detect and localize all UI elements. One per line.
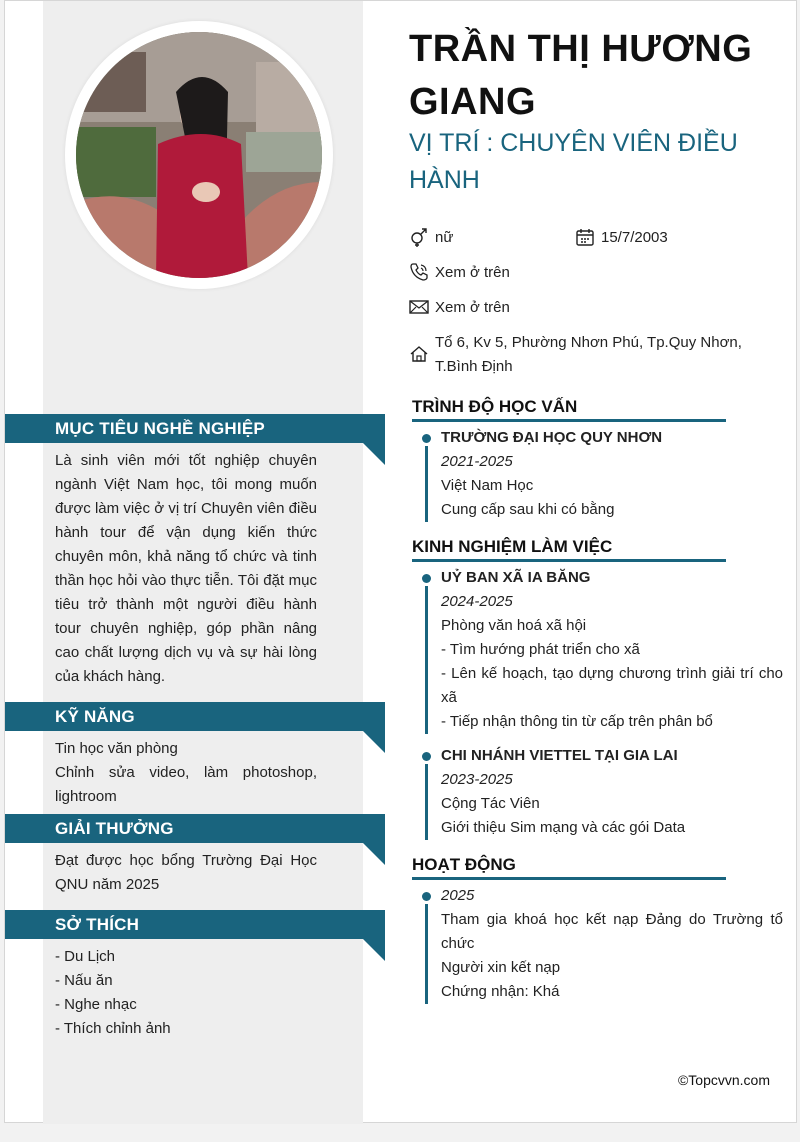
job-period: 2023-2025 bbox=[441, 771, 513, 788]
education-period: 2021-2025 bbox=[441, 453, 513, 470]
skill-item: Tin học văn phòng bbox=[55, 740, 178, 757]
awards-text: Đạt được học bổng Trường Đại Học QNU năm 2025 bbox=[55, 852, 317, 893]
job-org: CHI NHÁNH VIETTEL TẠI GIA LAI bbox=[441, 747, 678, 764]
hobbies-section bbox=[5, 910, 385, 1041]
home-icon bbox=[409, 344, 431, 366]
job-period: 2024-2025 bbox=[441, 593, 513, 610]
job-duty: - Tìm hướng phát triển cho xã bbox=[441, 641, 640, 658]
objective-heading: MỤC TIÊU NGHỀ NGHIỆP bbox=[5, 414, 385, 443]
timeline-bar bbox=[425, 586, 428, 734]
education-heading: TRÌNH ĐỘ HỌC VẤN bbox=[412, 396, 726, 422]
education-timeline bbox=[423, 426, 783, 522]
address-line-2: T.Bình Định bbox=[435, 358, 513, 375]
job-duty: Giới thiệu Sim mạng và các gói Data bbox=[441, 819, 686, 836]
avatar bbox=[76, 32, 322, 278]
skills-ribbon-fold bbox=[363, 731, 385, 753]
address-value bbox=[435, 331, 742, 379]
hobby-item: - Thích chỉnh ảnh bbox=[55, 1020, 171, 1037]
education-entry bbox=[423, 426, 783, 522]
education-note: Cung cấp sau khi có bằng bbox=[441, 501, 615, 518]
gender-icon bbox=[409, 227, 431, 249]
objective-ribbon-fold bbox=[363, 443, 385, 465]
gender-row bbox=[409, 226, 453, 250]
calendar-icon bbox=[575, 227, 597, 249]
candidate-position: VỊ TRÍ : CHUYÊN VIÊN ĐIỀU HÀNH bbox=[409, 129, 738, 194]
activity-entry bbox=[423, 884, 783, 1004]
timeline-bar bbox=[425, 904, 428, 1004]
hobbies-body bbox=[55, 939, 317, 1041]
email-row bbox=[409, 296, 510, 320]
phone-icon bbox=[409, 262, 431, 284]
skill-item: Chỉnh sửa video, làm photoshop, lightroom bbox=[55, 764, 317, 805]
experience-heading: KINH NGHIỆM LÀM VIỆC bbox=[412, 536, 726, 562]
hobby-item: - Du Lịch bbox=[55, 948, 116, 965]
gender-value: nữ bbox=[435, 229, 454, 246]
activity-description: Tham gia khoá học kết nạp Đảng do Trường tổ chức bbox=[441, 911, 783, 952]
activities-heading: HOẠT ĐỘNG bbox=[412, 854, 726, 880]
footer-credit: ©Topcvvn.com bbox=[677, 1072, 770, 1088]
hobbies-ribbon-fold bbox=[363, 939, 385, 961]
experience-entry bbox=[423, 566, 783, 734]
skills-section bbox=[5, 702, 385, 809]
birthdate-row bbox=[575, 226, 668, 250]
awards-ribbon-fold bbox=[363, 843, 385, 865]
education-major: Việt Nam Học bbox=[441, 477, 534, 494]
avatar-frame bbox=[65, 21, 333, 289]
job-org: UỶ BAN XÃ IA BĂNG bbox=[441, 569, 591, 586]
job-role: Cộng Tác Viên bbox=[441, 795, 540, 812]
envelope-icon bbox=[409, 297, 431, 319]
timeline-bar bbox=[425, 446, 428, 522]
experience-timeline bbox=[423, 566, 783, 840]
timeline-dot bbox=[422, 892, 431, 901]
hobbies-heading: SỞ THÍCH bbox=[5, 910, 385, 939]
objective-section bbox=[5, 414, 385, 689]
activities-timeline bbox=[423, 884, 783, 1004]
phone-row bbox=[409, 261, 510, 285]
timeline-bar bbox=[425, 764, 428, 840]
awards-heading: GIẢI THƯỞNG bbox=[5, 814, 385, 843]
hobby-item: - Nghe nhạc bbox=[55, 996, 137, 1013]
timeline-dot bbox=[422, 574, 431, 583]
skills-heading: KỸ NĂNG bbox=[5, 702, 385, 731]
timeline-dot bbox=[422, 434, 431, 443]
address-row bbox=[409, 331, 742, 379]
hobby-item: - Nấu ăn bbox=[55, 972, 113, 989]
portrait-photo bbox=[76, 32, 322, 278]
address-line-1: Tổ 6, Kv 5, Phường Nhơn Phú, Tp.Quy Nhơn, bbox=[435, 334, 742, 351]
activity-certificate: Chứng nhận: Khá bbox=[441, 983, 560, 1000]
skills-body bbox=[55, 731, 317, 809]
birthdate-value: 15/7/2003 bbox=[601, 229, 668, 246]
awards-section bbox=[5, 814, 385, 897]
activity-year: 2025 bbox=[441, 887, 475, 904]
cv-page bbox=[4, 0, 797, 1123]
job-duty: - Tiếp nhận thông tin từ cấp trên phân bổ bbox=[441, 713, 713, 730]
timeline-dot bbox=[422, 752, 431, 761]
experience-entry bbox=[423, 744, 783, 840]
objective-text: Là sinh viên mới tốt nghiệp chuyên ngành Việt Nam học, tôi mong muốn được làm việc ở vị trí Chuyên viên điều hành tour để vận dụng kiến thức chuyên môn, khả năng tổ chức và tinh thần học hỏi vào thực tiễn. Tôi đặt mục tiêu trở thành một người điều hành tour chuyên nghiệp, góp phần nâng cao chất lượng dịch vụ và sự hài lòng của khách hàng. bbox=[55, 452, 317, 685]
school-name: TRƯỜNG ĐẠI HỌC QUY NHƠN bbox=[441, 429, 663, 446]
candidate-name: TRẦN THỊ HƯƠNG GIANG bbox=[409, 28, 753, 123]
job-role: Phòng văn hoá xã hội bbox=[441, 617, 587, 634]
activity-role: Người xin kết nạp bbox=[441, 959, 561, 976]
email-value: Xem ở trên bbox=[435, 299, 510, 316]
phone-value: Xem ở trên bbox=[435, 264, 510, 281]
job-duty: - Lên kế hoạch, tạo dựng chương trình giải trí cho xã bbox=[441, 665, 783, 706]
